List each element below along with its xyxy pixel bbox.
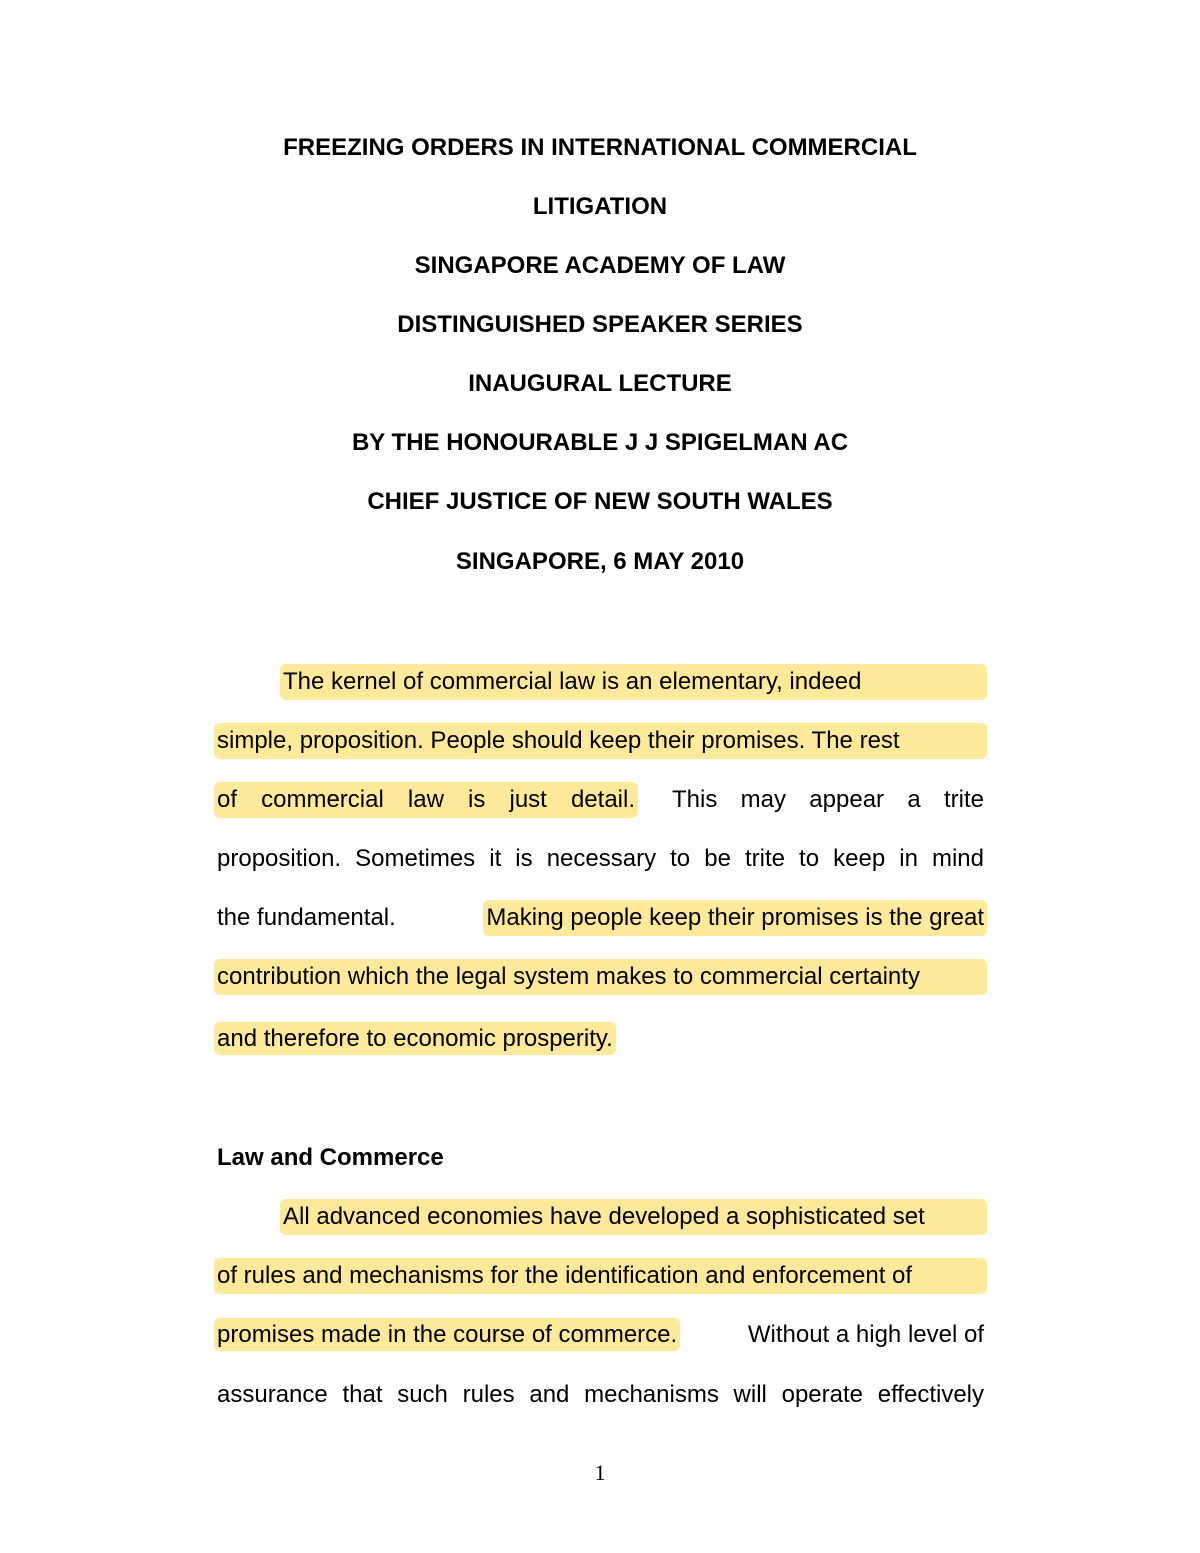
paragraph-1-line-5-pre: the fundamental.: [217, 904, 396, 931]
title-line-8: SINGAPORE, 6 MAY 2010: [455, 548, 745, 575]
section-heading: Law and Commerce: [217, 1144, 444, 1171]
paragraph-1-line-4: proposition. Sometimes it is necessary to be trite to keep in mind: [217, 845, 984, 872]
title-line-1: FREEZING ORDERS IN INTERNATIONAL COMMERCIAL: [283, 134, 917, 161]
page-number: 1: [594, 1460, 606, 1485]
paragraph-1-line-1-text: The kernel of commercial law is an elementary, indeed: [283, 668, 862, 695]
title-line-3: SINGAPORE ACADEMY OF LAW: [414, 252, 786, 279]
paragraph-2-line-2: [217, 1261, 984, 1291]
title-line-4: DISTINGUISHED SPEAKER SERIES: [397, 311, 803, 338]
paragraph-2-line-4: assurance that such rules and mechanisms will operate effectively: [217, 1381, 984, 1408]
paragraph-2-line-1: [283, 1202, 984, 1232]
paragraph-1-line-6-text: contribution which the legal system makes to commercial certainty: [217, 963, 920, 990]
paragraph-1-line-5: [217, 903, 984, 933]
highlight-span: and therefore to economic prosperity.: [217, 1025, 613, 1052]
paragraph-2-line-2-text: of rules and mechanisms for the identification and enforcement of: [217, 1262, 913, 1289]
title-line-5: INAUGURAL LECTURE: [468, 370, 732, 397]
paragraph-1-line-3-rest: This may appear a trite: [672, 786, 984, 813]
paragraph-1-line-1: [283, 667, 984, 697]
paragraph-1-line-7: [217, 1024, 984, 1054]
highlight-span: of commercial law is just detail.: [217, 786, 635, 813]
highlight-span: promises made in the course of commerce.: [217, 1321, 678, 1348]
paragraph-1-line-2-text: simple, proposition. People should keep their promises. The rest: [217, 727, 900, 754]
paragraph-1-line-2: [217, 726, 984, 756]
title-line-7: CHIEF JUSTICE OF NEW SOUTH WALES: [367, 488, 833, 515]
paragraph-2-line-1-text: All advanced economies have developed a sophisticated set: [283, 1203, 925, 1230]
title-line-2: LITIGATION: [532, 193, 668, 220]
paragraph-2-line-3: [217, 1320, 984, 1350]
paragraph-2-line-3-rest: Without a high level of: [747, 1321, 984, 1348]
highlight-span: Making people keep their promises is the great: [486, 904, 984, 931]
paragraph-1-line-6: [217, 962, 984, 992]
title-line-6: BY THE HONOURABLE J J SPIGELMAN AC: [351, 429, 849, 456]
